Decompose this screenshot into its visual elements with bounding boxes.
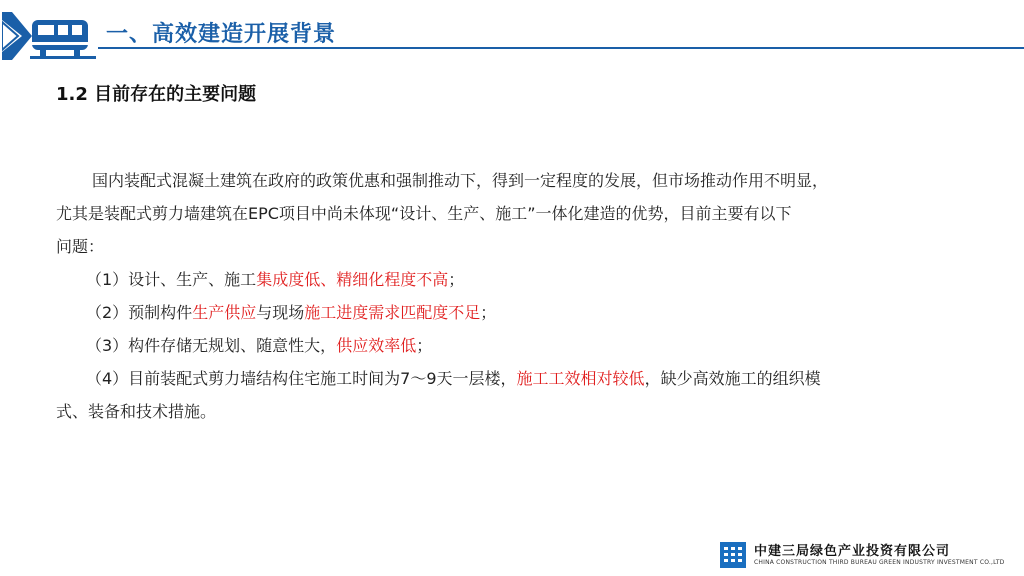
- problem-item-1: [56, 263, 976, 296]
- item-text: ；: [448, 270, 465, 289]
- item-text: ；: [480, 303, 497, 322]
- item-text: （2）预制构件: [86, 303, 193, 322]
- company-name-en: CHINA CONSTRUCTION THIRD BUREAU GREEN INDUSTRY INVESTMENT CO.,LTD: [754, 559, 1005, 566]
- item-highlight: 施工进度需求匹配度不足: [304, 303, 481, 322]
- problem-item-4-continued: 式、装备和技术措施。: [56, 402, 217, 421]
- body-text: [56, 164, 976, 428]
- item-text: （3）构件存储无规划、随意性大，: [86, 336, 337, 355]
- item-highlight: 施工工效相对较低: [516, 369, 645, 388]
- item-highlight: 生产供应: [192, 303, 257, 322]
- company-name-cn: 中建三局绿色产业投资有限公司: [754, 544, 951, 559]
- intro-line: 尤其是装配式剪力墙建筑在EPC项目中尚未体现“设计、生产、施工”一体化建造的优势，目前主要有以下: [56, 204, 792, 223]
- page-subtitle: 1.2 目前存在的主要问题: [56, 84, 257, 105]
- item-text: 与现场: [256, 303, 305, 322]
- item-text: （4）目前装配式剪力墙结构住宅施工时间为7～9天一层楼，: [86, 369, 517, 388]
- problem-item-2: [56, 296, 976, 329]
- item-highlight: 集成度低、精细化程度不高: [256, 270, 449, 289]
- item-text: ，缺少高效施工的组织模: [644, 369, 821, 388]
- item-text: ；: [416, 336, 433, 355]
- problem-item-3: [56, 329, 976, 362]
- problem-item-4: [56, 362, 976, 395]
- intro-line: 国内装配式混凝土建筑在政府的政策优惠和强制推动下，得到一定程度的发展，但市场推动作用不明显，: [92, 171, 829, 190]
- header-divider: [98, 47, 1024, 49]
- item-text: （1）设计、生产、施工: [86, 270, 257, 289]
- section-title: 一、高效建造开展背景: [106, 22, 337, 47]
- train-logo-icon: [2, 8, 98, 60]
- footer-brand: [720, 540, 1010, 570]
- header: [0, 0, 1024, 64]
- cscec-logo-icon: [720, 542, 746, 568]
- item-highlight: 供应效率低: [336, 336, 417, 355]
- intro-line: 问题：: [56, 237, 105, 256]
